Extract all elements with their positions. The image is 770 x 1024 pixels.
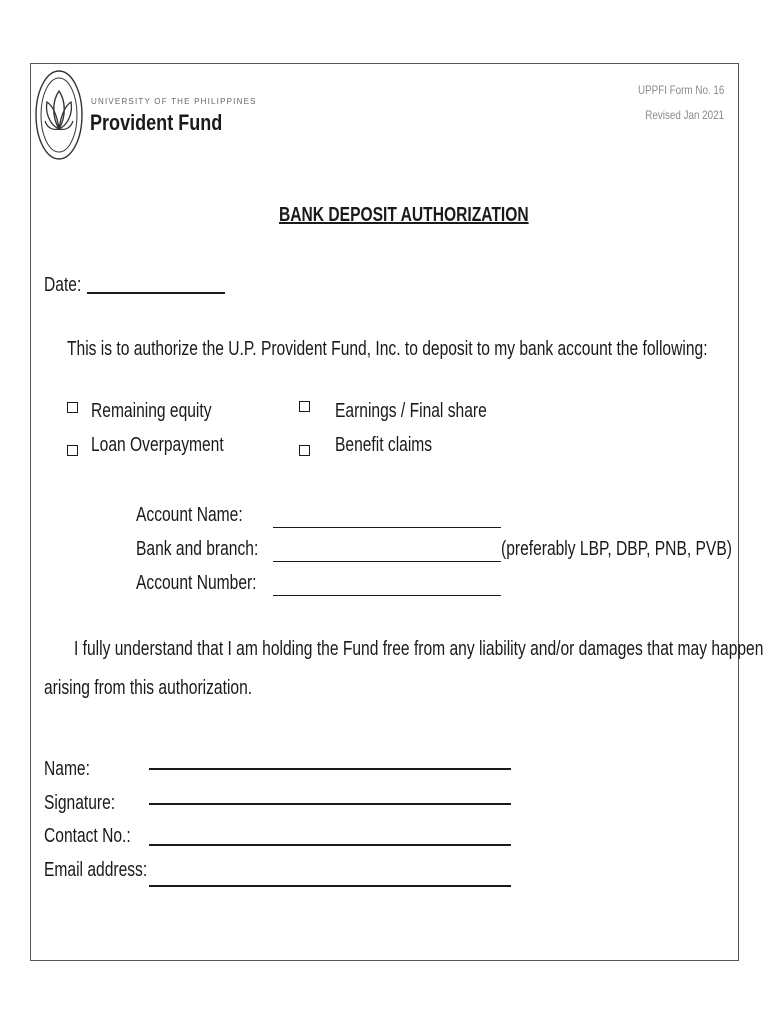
remaining-equity-label: Remaining equity: [91, 400, 212, 422]
form-title: BANK DEPOSIT AUTHORIZATION: [279, 204, 529, 226]
org-name: Provident Fund: [90, 110, 223, 135]
disclaimer-line-2: arising from this authorization.: [44, 677, 253, 699]
benefit-claims-label: Benefit claims: [335, 434, 433, 456]
form-page: [30, 63, 764, 961]
signature-field[interactable]: [149, 803, 511, 805]
account-name-field[interactable]: [273, 527, 501, 528]
date-label: Date:: [44, 274, 82, 296]
email-label: Email address:: [44, 859, 148, 881]
name-field[interactable]: [149, 768, 511, 770]
benefit-claims-checkbox[interactable]: [299, 445, 310, 456]
date-field[interactable]: [87, 292, 225, 294]
intro-text: This is to authorize the U.P. Provident Fund, Inc. to deposit to my bank account the following:: [67, 338, 708, 360]
bank-preference-note: (preferably LBP, DBP, PNB, PVB): [501, 538, 732, 560]
earnings-final-share-label: Earnings / Final share: [335, 400, 487, 422]
org-small-label: UNIVERSITY OF THE PHILIPPINES: [91, 97, 257, 106]
account-name-label: Account Name:: [136, 504, 243, 526]
bank-branch-label: Bank and branch:: [136, 538, 259, 560]
loan-overpayment-label: Loan Overpayment: [91, 434, 224, 456]
signature-label: Signature:: [44, 792, 116, 814]
contact-label: Contact No.:: [44, 825, 131, 847]
disclaimer-line-1: I fully understand that I am holding the Fund free from any liability and/or damages that may happen: [74, 638, 764, 660]
earnings-final-share-checkbox[interactable]: [299, 401, 310, 412]
contact-field[interactable]: [149, 844, 511, 846]
email-field[interactable]: [149, 885, 511, 887]
revision-date: Revised Jan 2021: [645, 108, 724, 122]
name-label: Name:: [44, 758, 90, 780]
lotus-logo-icon: [34, 69, 84, 161]
account-number-field[interactable]: [273, 595, 501, 596]
account-number-label: Account Number:: [136, 572, 257, 594]
form-number: UPPFI Form No. 16: [637, 83, 724, 97]
loan-overpayment-checkbox[interactable]: [67, 445, 78, 456]
bank-branch-field[interactable]: [273, 561, 501, 562]
remaining-equity-checkbox[interactable]: [67, 402, 78, 413]
